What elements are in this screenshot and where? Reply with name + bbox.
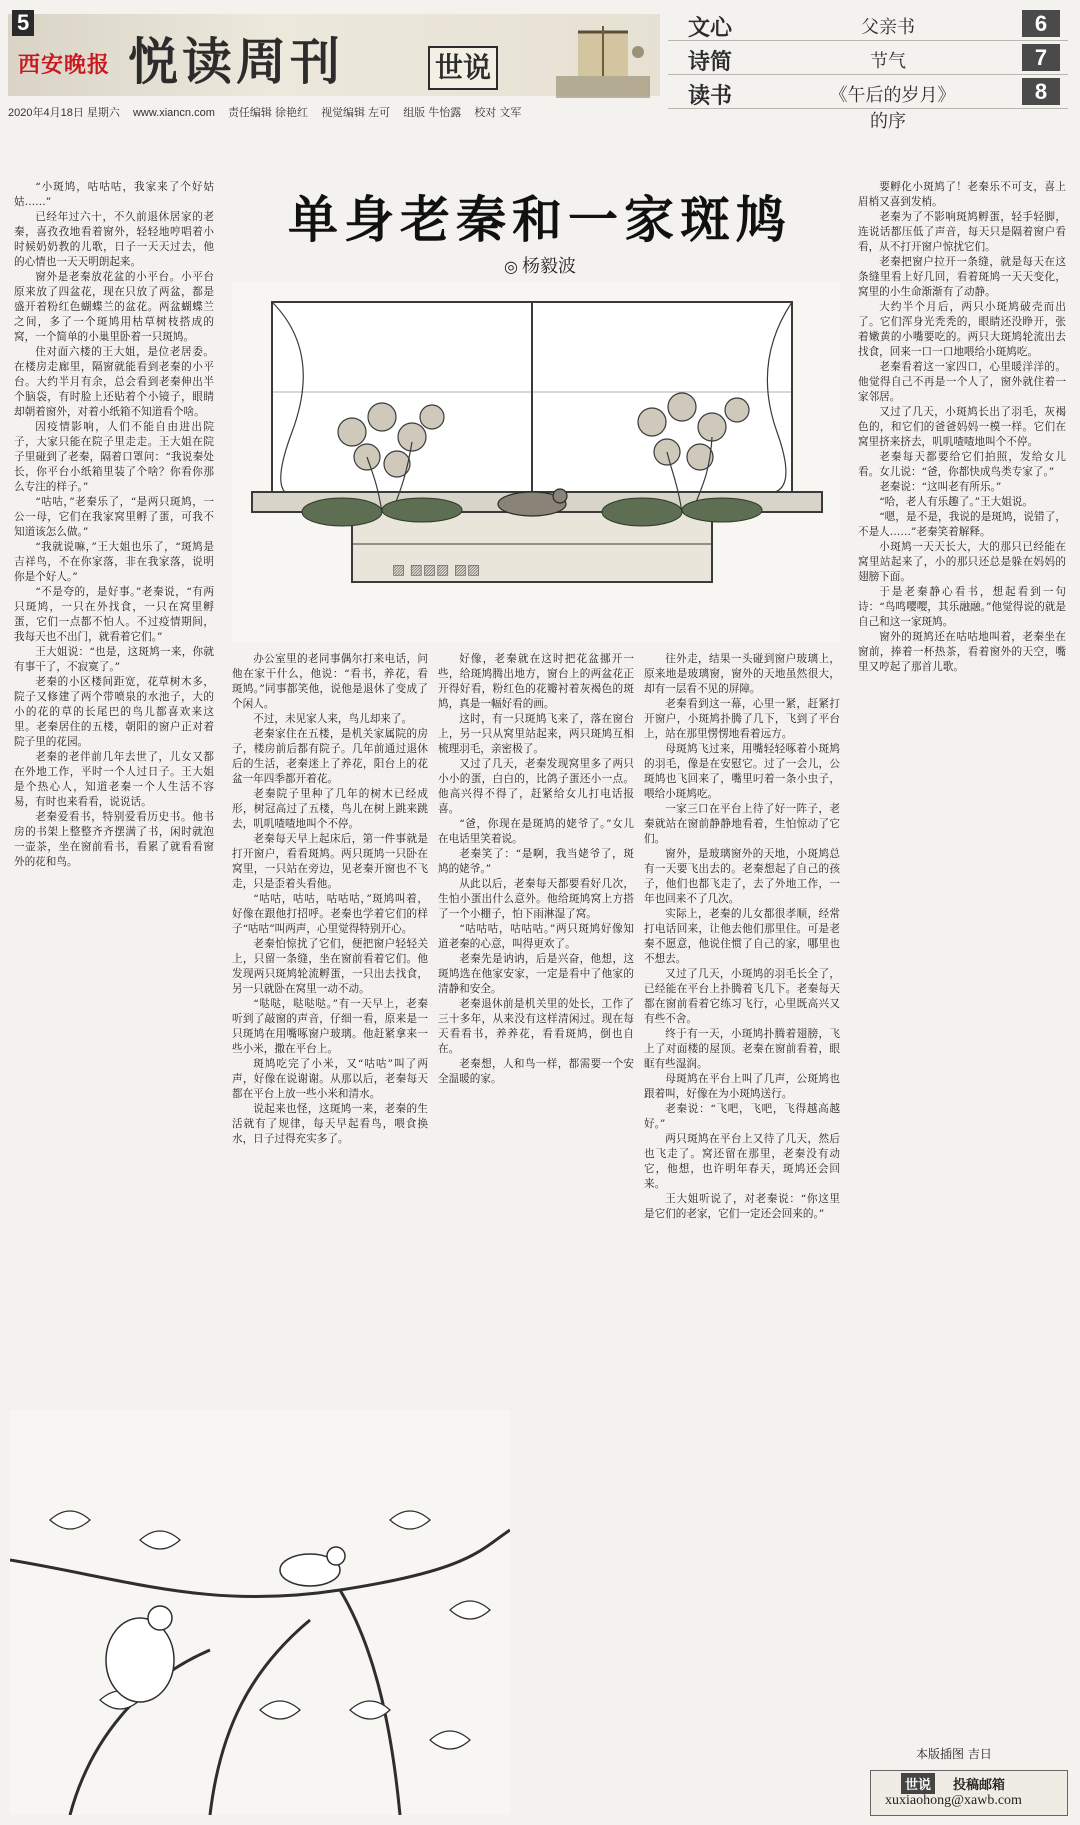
paragraph: 这时，有一只斑鸠飞来了，落在窗台上，另一只从窝里站起来，两只斑鸠互相梳理羽毛，亲密极了。	[438, 713, 634, 755]
paragraph: 窗外是老秦放花盆的小平台。小平台原来放了四盆花，现在只放了两盆，都是盛开着粉红色蝴蝶兰的盆花。两盆蝴蝶兰之间，多了一个斑鸠用枯草树枝搭成的窝，一个简单的小巢里卧着一只斑鸠。	[14, 271, 214, 343]
paragraph: 老秦说：“这叫老有所乐。”	[879, 481, 1002, 493]
paragraph: 一家三口在平台上待了好一阵子，老秦就站在窗前静静地看着，生怕惊动了它们。	[644, 803, 840, 845]
issue-date: 2020年4月18日 星期六	[8, 107, 120, 119]
paragraph: “哒哒，哒哒哒。”有一天早上，老秦听到了敲窗的声音，仔细一看，原来是一只斑鸠在用嘴啄窗户玻璃。他赶紧拿来一些小米，撒在平台上。	[232, 998, 428, 1055]
newspaper-brand: 西安晚报	[18, 53, 111, 78]
byline	[240, 252, 840, 278]
paragraph: 老秦先是讷讷，后是兴奋，他想，这斑鸠选在他家安家，一定是看中了他家的清静和安全。	[438, 953, 634, 995]
paragraph: 小斑鸠一天天长大，大的那只已经能在窝里站起来了，小的那只还总是躲在妈妈的翅膀下面。	[858, 541, 1066, 583]
paragraph: “咕咕，”老秦乐了，“是两只斑鸠，一公一母，它们在我家窝里孵了蛋，可我不知道该怎么做。”	[14, 496, 214, 538]
window-flowers-illustration	[232, 282, 840, 642]
article-column-2	[232, 652, 428, 1402]
paragraph: 实际上，老秦的儿女都很孝顺，经常打电话回来，让他去他们那里住。可是老秦不愿意，他说住惯了自己的家，哪里也不想去。	[644, 908, 840, 965]
index-title: 父亲书	[861, 17, 915, 38]
editor-credit: 责任编辑 徐艳红	[227, 107, 308, 119]
index-row[interactable]	[668, 76, 1068, 132]
paragraph: “哈，老人有乐趣了。”王大姐说。	[879, 496, 1034, 508]
paragraph: 老秦笑了：“是啊，我当姥爷了，斑鸠的姥爷。”	[438, 848, 634, 875]
paragraph: 两只斑鸠在平台上又待了几天，然后也飞走了。窝还留在那里，老秦没有动它，他想，也许明年春天，斑鸠还会回来。	[644, 1133, 840, 1190]
paragraph: 老秦退休前是机关里的处长，工作了三十多年，从来没有这样清闲过。现在每天看看书，养养花，看看斑鸠，倒也自在。	[438, 998, 634, 1055]
paragraph: “嗯，是不是，我说的是斑鸠，说错了，不是人……”老秦笑着解释。	[858, 511, 1066, 538]
paragraph: 因疫情影响，人们不能自由进出院子，大家只能在院子里走走。王大姐在院子里碰到了老秦，隔着口罩问：“我说秦处长，你平台小纸箱里装了个啥？你看你那么专注的样子。”	[14, 421, 214, 493]
paragraph: 又过了几天，老秦发现窝里多了两只小小的蛋，白白的，比鸽子蛋还小一点。他高兴得不得了，赶紧给女儿打电话报喜。	[438, 758, 634, 815]
paragraph: 老秦想，人和鸟一样，都需要一个安全温暖的家。	[438, 1058, 634, 1085]
paragraph: 于是老秦静心看书，想起看到一句诗：“鸟鸣嘤嘤，其乐融融。”他觉得说的就是自己和这一家斑鸠。	[858, 586, 1066, 628]
supplement-title: 悦读周刊	[128, 32, 344, 91]
author-mark: ◎	[504, 257, 518, 276]
paragraph: 要孵化小斑鸠了！老秦乐不可支，喜上眉梢又喜到发梢。	[858, 181, 1066, 208]
paragraph: 又过了几天，小斑鸠长出了羽毛，灰褐色的，和它们的爸爸妈妈一模一样。它们在窝里挤来挤去，叽叽喳喳地叫个不停。	[858, 406, 1066, 448]
article-column-5	[858, 180, 1066, 1735]
paragraph: 老秦怕惊扰了它们，便把窗户轻轻关上，只留一条缝，坐在窗前看着它们。他发现两只斑鸠轮流孵蛋，一只出去找食，另一只就卧在窝里一动不动。	[232, 938, 428, 995]
paragraph: 办公室里的老同事偶尔打来电话，问他在家干什么，他说：“看书，养花，看斑鸠。”同事都笑他，说他是退休了变成了个闲人。	[232, 653, 428, 710]
illustration-credit: 本版插图 吉日	[916, 1747, 992, 1761]
article-column-4	[644, 652, 840, 1812]
paragraph: “爸，你现在是斑鸠的姥爷了。”女儿在电话里笑着说。	[438, 818, 634, 845]
article-column-1	[14, 180, 214, 1405]
index-title: 《午后的岁月》的序	[829, 85, 947, 132]
submission-email[interactable]: xuxiaohong@xawb.com	[885, 1793, 1022, 1808]
paragraph: 老秦把窗户拉开一条缝，就是每天在这条缝里看上好几回，看着斑鸠一天天变化，窝里的小生命渐渐有了动静。	[858, 256, 1066, 298]
submission-label: 投稿邮箱	[953, 1778, 1006, 1793]
info-bar	[8, 104, 660, 120]
index-page-number: 7	[1022, 44, 1060, 71]
index-title: 节气	[870, 51, 906, 72]
index-section: 读书	[688, 83, 733, 109]
paragraph: 老秦每天早上起床后，第一件事就是打开窗户，看看斑鸠。两只斑鸠一只卧在窝里，一只站在旁边，见老秦开窗也不飞走，只是歪着头看他。	[232, 833, 428, 890]
paragraph: 老秦看着这一家四口，心里暖洋洋的。他觉得自己不再是一个人了，窗外就住着一家邻居。	[858, 361, 1066, 403]
article-title: 单身老秦和一家斑鸠	[288, 190, 792, 249]
proofread-credit: 校对 文军	[474, 107, 522, 119]
paragraph: 从此以后，老秦每天都要看好几次，生怕小蛋出什么意外。他给斑鸠窝上方搭了一个小棚子，怕下雨淋湿了窝。	[438, 878, 634, 920]
lantern-decoration-icon	[548, 24, 658, 104]
visual-editor-credit: 视觉编辑 左可	[321, 107, 391, 119]
paragraph: 母斑鸠在平台上叫了几声，公斑鸠也跟着叫，好像在为小斑鸠送行。	[644, 1073, 840, 1100]
paragraph: 老秦家住在五楼，是机关家属院的房子，楼房前后都有院子。几年前通过退休后的生活，老秦迷上了养花，阳台上的花盆一年四季都开着花。	[232, 728, 428, 785]
paragraph: 不过，未见家人来，鸟儿却来了。	[253, 713, 413, 725]
submission-tag: 世说	[901, 1773, 935, 1794]
layout-credit: 组版 牛怡露	[403, 107, 462, 119]
masthead	[8, 6, 660, 119]
paragraph: 又过了几天，小斑鸠的羽毛长全了，已经能在平台上扑腾着飞几下。老秦每天都在窗前看着它练习飞行，心里既高兴又有些不舍。	[644, 968, 840, 1025]
index-row[interactable]	[668, 8, 1068, 41]
page-number: 5	[12, 10, 34, 36]
paragraph: 老秦看到这一幕，心里一紧，赶紧打开窗户，小斑鸠扑腾了几下，飞到了平台上，站在那里愣愣地看着远方。	[644, 698, 840, 740]
paragraph: 好像，老秦就在这时把花盆挪开一些，给斑鸠腾出地方，窗台上的两盆花正开得好看，粉红色的花瓣衬着灰褐色的斑鸠，真是一幅好看的画。	[438, 653, 634, 710]
paragraph: 老秦为了不影响斑鸠孵蛋，轻手轻脚，连说话都压低了声音，每天只是隔着窗户看看，从不打开窗户惊扰它们。	[858, 211, 1066, 253]
paragraph: 窗外的斑鸠还在咕咕地叫着，老秦坐在窗前，捧着一杯热茶，看着窗外的天空，嘴里又哼起了那首儿歌。	[858, 631, 1066, 673]
paragraph: “咕咕咕，咕咕咕。”两只斑鸠好像知道老秦的心意，叫得更欢了。	[438, 923, 634, 950]
index-row[interactable]	[668, 42, 1068, 75]
paragraph: 斑鸠吃完了小米，又“咕咕”叫了两声，好像在说谢谢。从那以后，老秦每天都在平台上放一些小米和清水。	[232, 1058, 428, 1100]
birds-on-branch-illustration	[10, 1410, 510, 1815]
website: www.xiancn.com	[132, 107, 215, 119]
index-page-number: 8	[1022, 78, 1060, 105]
paragraph: 老秦院子里种了几年的树木已经成形，树冠高过了五楼，鸟儿在树上跳来跳去，叽叽喳喳地叫个不停。	[232, 788, 428, 830]
index-page-number: 6	[1022, 10, 1060, 37]
paragraph: “小斑鸠，咕咕咕，我家来了个好姑姑……”	[14, 181, 214, 208]
paragraph: 老秦的老伴前几年去世了，儿女又都在外地工作，平时一个人过日子。王大姐是个热心人，知道老秦一个人生活不容易，有时也来看看，说说话。	[14, 751, 214, 808]
paragraph: “不是夸的，是好事。”老秦说，“有两只斑鸠，一只在外找食，一只在窝里孵蛋，它们一点都不怕人。不过疫情期间，我每天也不出门，就看着它们。”	[14, 586, 214, 643]
paragraph: 老秦每天都要给它们拍照，发给女儿看。女儿说：“爸，你都快成鸟类专家了。”	[858, 451, 1066, 478]
paragraph: 老秦爱看书，特别爱看历史书。他书房的书架上整整齐齐摆满了书，闲时就泡一壶茶，坐在窗前看书，看累了就看看窗外的花和鸟。	[14, 811, 214, 868]
index-section: 诗简	[688, 49, 733, 75]
paragraph: 往外走，结果一头碰到窗户玻璃上，原来地是玻璃窗，窗外的天地虽然很大，却有一层看不见的屏障。	[644, 653, 840, 695]
paragraph: 窗外，是玻璃窗外的天地，小斑鸠总有一天要飞出去的。老秦想起了自己的孩子，他们也都飞走了，去了外地工作，一年也回来不了几次。	[644, 848, 840, 905]
paragraph: 说起来也怪，这斑鸠一来，老秦的生活就有了规律，每天早起看鸟，喂食换水，日子过得充实多了。	[232, 1103, 428, 1145]
index-section: 文心	[688, 15, 733, 41]
submission-box	[870, 1770, 1068, 1816]
paragraph: 大约半个月后，两只小斑鸠破壳而出了。它们浑身光秃秃的，眼睛还没睁开，张着嫩黄的小嘴要吃的。两只大斑鸠轮流出去找食，回来一口一口地喂给小斑鸠吃。	[858, 301, 1066, 358]
paragraph: 老秦说：“飞吧，飞吧，飞得越高越好。”	[644, 1103, 840, 1130]
paragraph: 老秦的小区楼间距宽，花草树木多，院子又修建了两个带喷泉的水池子，大的小的花的草的长尾巴的鸟儿都喜欢来这里。老秦居住的五楼，朝阳的窗户正对着院子里的花园。	[14, 676, 214, 748]
paragraph: 王大姐听说了，对老秦说：“你这里是它们的老家，它们一定还会回来的。”	[644, 1193, 840, 1220]
paragraph: 住对面六楼的王大姐，是位老居委。在楼房走廊里，隔窗就能看到老秦的小平台。大约半月有余，总会看到老秦伸出半个脑袋，有时脸上还贴着个小镜子，眼睛却朝着窗外，对着小纸箱不知道看个啥。	[14, 346, 214, 418]
page-index	[668, 8, 1068, 132]
paragraph: 母斑鸠飞过来，用嘴轻轻啄着小斑鸠的羽毛，像是在安慰它。过了一会儿，公斑鸠也飞回来了，嘴里叼着一条小虫子，喂给小斑鸠吃。	[644, 743, 840, 800]
paragraph: “我就说嘛，”王大姐也乐了，“斑鸠是吉祥鸟，不在你家落，非在我家落，说明你是个好人。”	[14, 541, 214, 583]
paragraph: 已经年过六十，不久前退休居家的老秦，喜孜孜地看着窗外，轻轻地哼唱着小时候奶奶教的儿歌，日子一天天过去，他的心情也一天天明朗起来。	[14, 211, 214, 268]
section-stamp: 世说	[428, 46, 498, 90]
paragraph: 终于有一天，小斑鸠扑腾着翅膀，飞上了对面楼的屋顶。老秦在窗前看着，眼眶有些湿润。	[644, 1028, 840, 1070]
paragraph: “咕咕，咕咕，咕咕咕，”斑鸠叫着，好像在跟他打招呼。老秦也学着它们的样子“咕咕”叫两声，心里觉得特别开心。	[232, 893, 428, 935]
paragraph: 王大姐说：“也是，这斑鸠一来，你就有事干了，不寂寞了。”	[14, 646, 214, 673]
svg-text:▨ ▨▨▨ ▨▨: ▨ ▨▨▨ ▨▨	[392, 562, 481, 578]
author-name: 杨毅波	[521, 256, 576, 277]
